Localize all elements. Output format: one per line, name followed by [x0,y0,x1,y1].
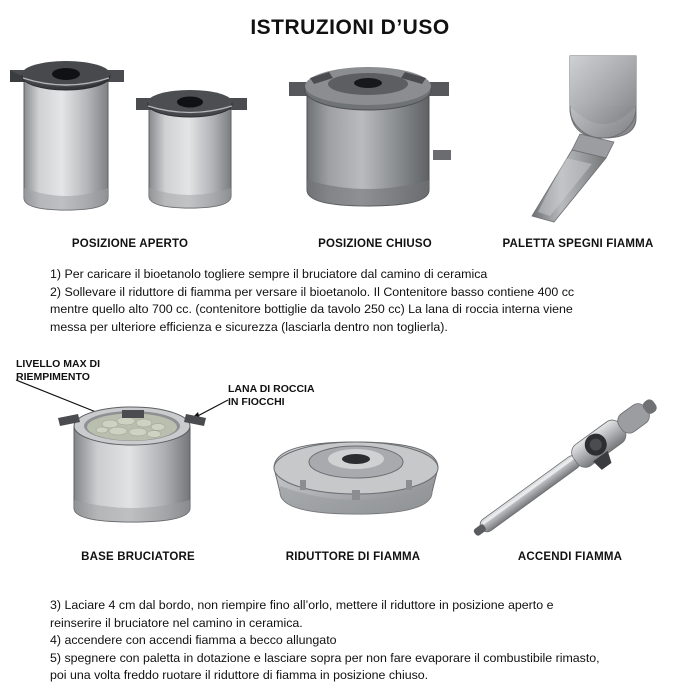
instructions-top [50,266,670,336]
caption-posizione-chiuso: POSIZIONE CHIUSO [318,238,432,250]
instructions-bottom [50,597,680,685]
figure-paletta [510,46,670,226]
instruction-line-5: 3) Laciare 4 cm dal bordo, non riempire fino all’orlo, mettere il riduttore in posizione aperto e [50,598,554,612]
instruction-line-4: messa per ulteriore efficienza e sicurezza (lasciarla dentro non toglierla). [50,319,448,334]
annotation-lana-line2: IN FIOCCHI [228,395,285,408]
figure-accendi-fiamma [452,398,682,538]
caption-accendi-fiamma: ACCENDI FIAMMA [517,551,623,563]
instruction-line-3: mentre quello alto 700 cc. (contenitore bottiglie da tavolo 250 cc) La lana di roccia interna viene [50,302,573,316]
instruction-line-6: reinserire il bruciatore nel camino in ceramica. [50,615,303,630]
annotation-lana-line1: LANA DI ROCCIA [228,383,315,395]
instruction-line-7: 4) accendere con accendi fiamma a becco allungato [50,633,337,647]
annotation-livello-max-line1: LIVELLO MAX DI [16,358,100,370]
figure-posizione-aperto-tall [8,48,143,223]
caption-riduttore: RIDUTTORE DI FIAMMA [285,551,421,563]
caption-posizione-aperto: POSIZIONE APERTO [71,238,189,250]
instruction-line-9: poi una volta freddo ruotare il riduttore di fiamma in posizione chiuso. [50,668,429,682]
page-title: ISTRUZIONI D’USO [250,16,450,39]
figure-posizione-chiuso [283,52,463,222]
instruction-line-2: 2) Sollevare il riduttore di fiamma per versare il bioetanolo. Il Contenitore basso contiene 400 cc [50,284,575,299]
annotation-livello-max-line2: RIEMPIMENTO [16,370,90,383]
figure-base-bruciatore [48,388,228,548]
instruction-line-1: 1) Per caricare il bioetanolo togliere sempre il bruciatore dal camino di ceramica [50,267,488,281]
caption-paletta: PALETTA SPEGNI FIAMMA [502,238,654,250]
instruction-line-8: 5) spegnere con paletta in dotazione e lasciare sopra per non fare evaporare il combustibile rimasto, [50,650,600,665]
caption-base-bruciatore: BASE BRUCIATORE [81,551,195,563]
figure-riduttore [266,428,446,538]
figure-posizione-aperto-short [135,78,260,223]
